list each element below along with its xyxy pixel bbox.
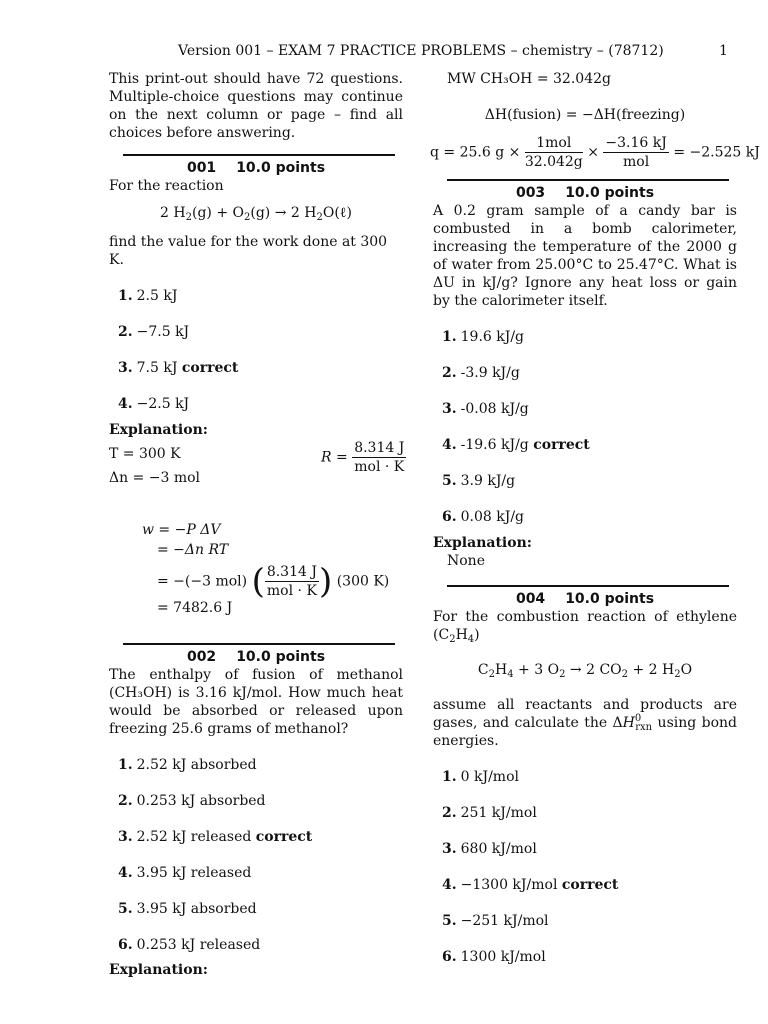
choice-item[interactable] (433, 912, 737, 930)
choice-item[interactable] (433, 768, 737, 786)
choice-item[interactable] (109, 828, 403, 846)
question-number: 004 (515, 591, 546, 607)
choice-text: −1300 kJ/mol (460, 877, 558, 893)
choice-text: -19.6 kJ/g (460, 437, 529, 453)
choice-number: 5. (118, 901, 133, 917)
choice-item[interactable] (109, 359, 403, 377)
choice-number: 6. (118, 937, 133, 953)
given-temperature: T = 300 K (109, 446, 181, 462)
choice-number: 4. (118, 396, 133, 412)
work-line-4: = 7482.6 J (157, 600, 233, 616)
left-column (109, 70, 403, 979)
header-title: Version 001 – EXAM 7 PRACTICE PROBLEMS – chemistry – (78712) (178, 43, 664, 59)
question-header-002 (109, 648, 403, 666)
question-header-001 (109, 159, 403, 177)
choice-text: 3.95 kJ released (136, 865, 252, 881)
frac1-denominator: 32.042g (524, 154, 583, 170)
question-text: assume all reactants and products are gases, and calculate the $\Delta H^0_{rxn}$ using bond energies. (433, 697, 737, 749)
choice-text: −7.5 kJ (136, 324, 190, 340)
work-frac-denominator: mol · K (266, 583, 317, 599)
q-rhs: = −2.525 kJ (673, 144, 760, 161)
choice-number: 2. (442, 805, 457, 821)
choice-item[interactable] (433, 328, 737, 346)
choice-item[interactable] (109, 864, 403, 882)
choice-text: 0.253 kJ absorbed (136, 793, 266, 809)
choice-number: 2. (118, 793, 133, 809)
question-prompt: A 0.2 gram sample of a candy bar is combusted in a bomb calorimeter, increasing the temperature of the 2000 g of water from 25.00°C to 25.47°C. What is ΔU in kJ/g? Ignore any heat loss or gain by the calorimeter itself. (433, 203, 737, 309)
intro-text: This print-out should have 72 questions. Multiple-choice questions may continue on the next column or page – find all choices before answering. (109, 71, 403, 141)
frac1-numerator: 1mol (525, 134, 583, 153)
work-line-3-b: (300 K) (336, 573, 390, 590)
heat-calculation (430, 134, 760, 172)
choice-number: 1. (118, 757, 133, 773)
choice-number: 5. (442, 913, 457, 929)
choice-item[interactable] (109, 936, 403, 954)
choice-list (433, 768, 737, 966)
left-paren: ( (251, 561, 265, 602)
work-line-1: w = −P ΔV (142, 522, 221, 538)
choice-number: 4. (442, 877, 457, 893)
given-delta-n: Δn = −3 mol (109, 470, 201, 486)
question-divider (123, 154, 395, 156)
choice-item[interactable] (109, 900, 403, 918)
choice-number: 2. (118, 324, 133, 340)
reaction-equation: 2 $H_2(g) + O_2(g) \to 2$ $H_2O(\ell)$ (160, 205, 352, 223)
explanation-text: None (447, 553, 485, 569)
choice-number: 2. (442, 365, 457, 381)
q-lhs: q = 25.6 g × (430, 144, 521, 161)
question-divider (447, 585, 729, 587)
work-line-3-a: = −(−3 mol) (157, 573, 248, 590)
question-points: 10.0 points (565, 185, 655, 201)
correct-marker: correct (181, 360, 239, 376)
choice-number: 1. (442, 769, 457, 785)
R-fraction (352, 439, 406, 476)
choice-text: 680 kJ/mol (460, 841, 537, 857)
choice-text: 7.5 kJ (136, 360, 178, 376)
choice-list (109, 756, 403, 954)
question-points: 10.0 points (236, 160, 326, 176)
choice-text: 2.5 kJ (136, 288, 178, 304)
question-text: find the value for the work done at 300 K. (109, 234, 388, 268)
choice-number: 4. (442, 437, 457, 453)
choice-number: 1. (118, 288, 133, 304)
choice-list (433, 328, 737, 526)
choice-item[interactable] (433, 472, 737, 490)
choice-number: 6. (442, 949, 457, 965)
question-prompt: For the combustion reaction of ethylene $(C_2H_4)$ (433, 609, 737, 645)
question-number: 003 (515, 185, 546, 201)
choice-text: 3.95 kJ absorbed (136, 901, 257, 917)
choice-text: 3.9 kJ/g (460, 473, 516, 489)
frac2-numerator: −3.16 kJ (605, 135, 667, 151)
choice-text: −2.5 kJ (136, 396, 190, 412)
correct-marker: correct (255, 829, 313, 845)
choice-item[interactable] (433, 400, 737, 418)
choice-text: -0.08 kJ/g (460, 401, 529, 417)
question-prompt: For the reaction (109, 178, 224, 194)
choice-text: -3.9 kJ/g (460, 365, 520, 381)
explanation-givens (109, 439, 405, 486)
times-sign: × (587, 144, 599, 161)
enthalpy-relation: ΔH(fusion) = −ΔH(freezing) (484, 107, 686, 123)
R-denominator: mol · K (354, 459, 405, 475)
choice-text: 251 kJ/mol (460, 805, 537, 821)
choice-text: −251 kJ/mol (460, 913, 549, 929)
question-header-004 (433, 590, 737, 608)
choice-item[interactable] (433, 364, 737, 382)
R-label: R = (321, 449, 348, 466)
choice-item[interactable] (433, 876, 737, 894)
question-divider (123, 643, 395, 645)
choice-item[interactable] (433, 436, 737, 454)
correct-marker: correct (533, 437, 590, 453)
question-points: 10.0 points (565, 591, 655, 607)
choice-item[interactable] (433, 840, 737, 858)
frac2-denominator: mol (623, 154, 650, 170)
work-derivation (142, 503, 403, 616)
choice-number: 4. (118, 865, 133, 881)
choice-item[interactable] (109, 792, 403, 810)
question-header-003 (433, 184, 737, 202)
question-points: 10.0 points (236, 649, 326, 665)
choice-number: 1. (442, 329, 457, 345)
explanation-label: Explanation: (433, 535, 532, 551)
choice-text: 2.52 kJ absorbed (136, 757, 257, 773)
enthalpy-fraction (603, 134, 668, 171)
choice-number: 6. (442, 509, 457, 525)
choice-text: 0 kJ/mol (460, 769, 519, 785)
page-number: 1 (719, 43, 728, 59)
question-number: 001 (186, 160, 217, 176)
choice-list (109, 287, 403, 413)
choice-text: 0.08 kJ/g (460, 509, 525, 525)
choice-item[interactable] (109, 395, 403, 413)
choice-item[interactable] (109, 323, 403, 341)
choice-item[interactable] (109, 756, 403, 774)
mole-fraction (525, 134, 583, 171)
explanation-label: Explanation: (109, 962, 208, 978)
choice-number: 3. (442, 401, 457, 417)
choice-item[interactable] (433, 948, 737, 966)
choice-text: 0.253 kJ released (136, 937, 261, 953)
choice-number: 3. (442, 841, 457, 857)
choice-number: 3. (118, 829, 133, 845)
given-gas-constant (321, 439, 406, 476)
work-line-3 (157, 563, 389, 600)
question-divider (447, 179, 729, 181)
choice-text: 19.6 kJ/g (460, 329, 525, 345)
choice-number: 5. (442, 473, 457, 489)
R-numerator: 8.314 J (354, 440, 405, 456)
choice-number: 3. (118, 360, 133, 376)
choice-item[interactable] (433, 804, 737, 822)
choice-text: 2.52 kJ released (136, 829, 252, 845)
right-column (430, 70, 760, 966)
work-frac-numerator: 8.314 J (266, 564, 317, 580)
work-line-2: = −Δn RT (157, 542, 229, 558)
choice-text: 1300 kJ/mol (460, 949, 546, 965)
choice-item[interactable] (433, 508, 737, 526)
correct-marker: correct (561, 877, 619, 893)
choice-item[interactable] (109, 287, 403, 305)
question-number: 002 (186, 649, 217, 665)
right-paren: ) (318, 561, 333, 602)
reaction-equation: $C_2H_4 + 3$ $O_2 \to 2$ $CO_2 + 2$ $H_2O$ (477, 662, 693, 680)
work-fraction (265, 563, 319, 600)
page-header (0, 42, 768, 62)
question-prompt: The enthalpy of fusion of methanol (CH₃OH) is 3.16 kJ/mol. How much heat would be absorbed or released upon freezing 25.6 grams of methanol? (109, 667, 403, 737)
explanation-label: Explanation: (109, 422, 208, 438)
molar-mass-line: MW CH₃OH = 32.042g (447, 71, 611, 87)
